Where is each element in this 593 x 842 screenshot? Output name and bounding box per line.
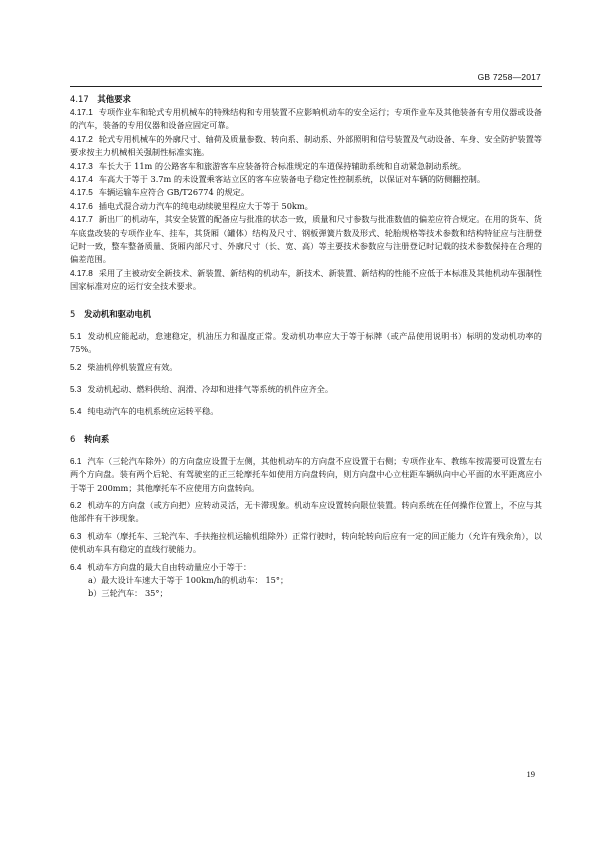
clause-number: 5.4 xyxy=(70,407,82,417)
clause-paragraph xyxy=(70,213,542,267)
clause-number: 4.17.2 xyxy=(70,134,93,144)
clause-text: 发动机应能起动，怠速稳定，机油压力和温度正常。发动机功率应大于等于标牌（或产品使用说明书）标明的发动机功率的 75%。 xyxy=(70,330,542,355)
section-heading xyxy=(70,433,542,446)
clause-paragraph xyxy=(70,361,542,374)
clause-paragraph xyxy=(70,383,542,396)
clause-text: 车辆运输车应符合 GB/T26774 的规定。 xyxy=(98,187,250,198)
clause-number: 4.17.6 xyxy=(70,201,93,211)
clause-text: 机动车（摩托车、三轮汽车、手扶拖拉机运输机组除外）正常行驶时，转向轮转向后应有一定的回正能力（允许有残余角），以使机动车具有稳定的直线行驶能力。 xyxy=(70,530,542,555)
clause-number: 5.1 xyxy=(70,331,82,341)
clause-text: 机动车方向盘的最大自由转动量应小于等于： xyxy=(87,561,252,572)
clause-paragraph xyxy=(70,200,542,213)
section-number: 5 xyxy=(70,308,76,319)
list-item: b）三轮汽车： 35°； xyxy=(88,588,168,599)
clause-paragraph xyxy=(70,330,542,357)
clause-number: 4.17.3 xyxy=(70,161,93,171)
clause-paragraph xyxy=(70,160,542,173)
clause-paragraph xyxy=(70,267,542,294)
document-body xyxy=(70,93,542,601)
clause-number: 4.17.4 xyxy=(70,175,93,185)
spacer xyxy=(70,294,542,308)
clause-text: 机动车的方向盘（或方向把）应转动灵活，无卡滞现象。机动车应设置转向限位装置。转向系统在任何操作位置上，不应与其他部件有干涉现象。 xyxy=(70,499,542,524)
clause-text: 车高大于等于 3.7m 的未设置乘客站立区的客车应装备电子稳定性控制系统，以保证对车辆的防侧翻控制。 xyxy=(98,174,486,185)
clause-paragraph xyxy=(70,173,542,186)
clause-paragraph xyxy=(70,455,542,495)
header-rule xyxy=(70,86,542,87)
clause-number: 5.2 xyxy=(70,362,82,372)
clause-paragraph xyxy=(70,405,542,418)
clause-number: 5.3 xyxy=(70,384,82,394)
standard-code: GB 7258—2017 xyxy=(477,72,541,82)
clause-number: 6.1 xyxy=(70,456,82,466)
section-heading xyxy=(70,308,542,321)
spacer xyxy=(70,374,542,383)
clause-text: 汽车（三轮汽车除外）的方向盘应设置于左侧，其他机动车的方向盘不应设置于右侧；专项作业车、教练车按需要可设置左右两个方向盘。装有两个后轮、有驾驶室的正三轮摩托车如使用方向盘转向，则方向盘中心立柱距车辆纵向中心平面的水平距离应小于等于 200mm；其他摩托车不应使用方向盘转向。 xyxy=(70,455,542,493)
clause-number: 4.17.7 xyxy=(70,215,93,225)
clause-text: 发动机起动、燃料供给、润滑、冷却和进排气等系统的机件应齐全。 xyxy=(87,383,334,394)
section-title: 转向系 xyxy=(84,433,110,444)
list-item: a）最大设计车速大于等于 100km/h的机动车： 15°； xyxy=(88,574,289,585)
section-title: 其他要求 xyxy=(97,94,131,104)
clause-number: 4.17.1 xyxy=(70,108,93,117)
clause-text: 插电式混合动力汽车的纯电动续驶里程应大于等于 50km。 xyxy=(98,200,313,211)
clause-number: 6.3 xyxy=(70,531,82,541)
clause-text: 新出厂的机动车，其安全装置的配备应与批准的状态一致，质量和尺寸参数与批准数值的偏差应符合规定。在用的货车、货车底盘改装的专项作业车、挂车，其货厢（罐体）结构及尺寸、钢板弹簧片数及形式、轮胎规格等技术参数和结构特征应与注册登记时一致，整车整备质量、货厢内部尺寸、外廓尺寸（长、宽、高）等主要技术参数应与注册登记时记载的技术参数保持在合理的偏差范围。 xyxy=(70,214,542,265)
spacer xyxy=(70,396,542,405)
section-title: 发动机和驱动电机 xyxy=(84,308,152,319)
spacer xyxy=(70,419,542,433)
clause-paragraph xyxy=(70,133,542,160)
clause-paragraph xyxy=(70,561,542,574)
page-number: 19 xyxy=(526,769,535,779)
clause-paragraph xyxy=(70,186,542,199)
clause-text: 专项作业车和轮式专用机械车的特殊结构和专用装置不应影响机动车的安全运行；专项作业车及其他装备有专用仪器或设备的汽车，装备的专用仪器和设备应固定可靠。 xyxy=(70,107,542,131)
clause-paragraph xyxy=(70,530,542,557)
clause-number: 4.17.5 xyxy=(70,188,93,198)
clause-paragraph xyxy=(70,106,542,133)
clause-number: 4.17.8 xyxy=(70,268,93,278)
clause-text: 采用了主被动安全新技术、新装置、新结构的机动车，新技术、新装置、新结构的性能不应低于本标准及其他机动车强制性国家标准对应的运行安全技术要求。 xyxy=(70,267,542,292)
clause-paragraph xyxy=(70,499,542,526)
clause-text: 柴油机停机装置应有效。 xyxy=(87,361,178,372)
clause-text: 车长大于 11m 的公路客车和旅游客车应装备符合标准规定的车道保持辅助系统和自动紧急制动系统。 xyxy=(98,160,467,171)
clause-text: 轮式专用机械车的外廓尺寸、轴荷及质量参数、转向系、制动系、外部照明和信号装置及气动设备、车身、安全防护装置等要求按主力机械相关强制性标准实施。 xyxy=(70,133,542,158)
clause-number: 6.2 xyxy=(70,500,82,510)
section-number: 6 xyxy=(70,433,76,444)
spacer xyxy=(70,446,542,455)
section-number: 4.17 xyxy=(70,94,89,104)
spacer xyxy=(70,321,542,330)
clause-number: 6.4 xyxy=(70,562,82,572)
clause-text: 纯电动汽车的电机系统应运转平稳。 xyxy=(87,406,219,417)
section-heading xyxy=(70,93,542,106)
